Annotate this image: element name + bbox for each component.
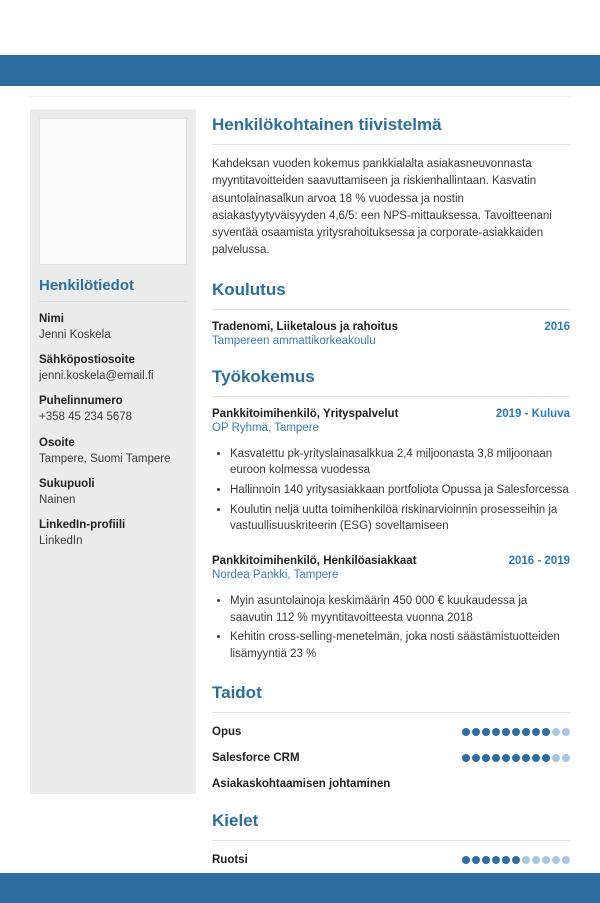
section-skills [212,683,570,791]
sidebar [30,109,196,794]
rating-dot-filled [472,728,480,736]
field-label: Nimi [39,313,64,325]
field-value: Jenni Koskela [39,329,111,342]
sidebar-divider [39,301,187,302]
section-divider [212,396,570,397]
field-value: jenni.koskela@email.fi [39,370,154,383]
rating-dot-filled [502,856,510,864]
bullet-item: • Myin asuntolainoja keskimäärin 450 000 € kuukaudessa ja saavutin 112 % myyntitavoitteesta vuonna 2018 [230,593,570,626]
rating-dot-filled [542,754,550,762]
section-languages [212,811,570,867]
rating-dot-filled [482,754,490,762]
rating-dot-filled [482,728,490,736]
main-column [196,109,570,867]
job-bullets [230,446,570,535]
sidebar-heading: Henkilötiedot [39,277,135,294]
field-value: LinkedIn [39,535,83,548]
section-experience [212,367,570,663]
rating-dot-empty [562,754,570,762]
rating-dot-filled [502,728,510,736]
job-period: 2019 - Kuluva [495,407,570,420]
rating-dot-empty [562,728,570,736]
section-divider [212,840,570,841]
rating-dot-filled [462,728,470,736]
education-entry [212,321,570,347]
skill-row [212,777,570,791]
rating-dot-filled [472,856,480,864]
company-name: OP Ryhmä, Tampere [212,421,319,434]
field-name [39,311,187,343]
profile-photo-placeholder [39,118,187,265]
field-label: Sähköpostiosoite [39,354,135,367]
field-value: Nainen [39,493,76,506]
bullet-item: • Kasvatettu pk-yrityslainasalkkua 2,4 miljoonasta 3,8 miljoonaan euroon kolmessa vuodessa [230,446,570,479]
field-label: Sukupuoli [39,477,95,490]
section-summary [212,115,570,260]
skill-row [212,751,570,765]
field-address [39,435,187,467]
skill-name: Asiakaskohtaamisen johtaminen [212,777,391,790]
field-phone [39,393,187,425]
rating-dot-empty [542,856,550,864]
job-title: Pankkitoimihenkilö, Yrityspalvelut [212,407,399,420]
skill-row [212,725,570,739]
job-bullets [230,593,570,663]
rating-dot-filled [532,754,540,762]
language-name: Ruotsi [212,853,248,866]
section-divider [212,309,570,310]
top-accent-bar [0,55,600,86]
header-divider [30,96,570,97]
rating-dot-filled [492,728,500,736]
rating-dot-empty [522,856,530,864]
job-period: 2016 - 2019 [508,554,570,567]
rating-dot-filled [472,754,480,762]
job-title: Pankkitoimihenkilö, Henkilöasiakkaat [212,554,417,567]
rating-dot-filled [512,754,520,762]
rating-dot-filled [492,754,500,762]
section-heading: Koulutus [212,279,286,299]
rating-dot-filled [462,754,470,762]
rating-dot-empty [532,856,540,864]
rating-dot-filled [522,728,530,736]
field-email [39,352,187,384]
section-divider [212,712,570,713]
skill-name: Salesforce CRM [212,751,300,764]
institution-name: Tampereen ammattikorkeakoulu [212,334,376,347]
field-label: Osoite [39,436,75,449]
rating-dot-filled [512,856,520,864]
rating-dot-filled [492,856,500,864]
section-heading: Taidot [212,682,262,702]
rating-dot-filled [512,728,520,736]
bullet-item: • Hallinnoin 140 yritysasiakkaan portfoliota Opussa ja Salesforcessa [230,482,570,499]
field-label: Puhelinnumero [39,395,123,408]
rating-dot-filled [502,754,510,762]
field-value: Tampere, Suomi Tampere [39,452,171,465]
section-heading: Kielet [212,810,259,830]
section-divider [212,144,570,145]
bullet-item: • Kehitin cross-selling-menetelmän, joka nosti säästämistuotteiden lisämyyntiä 23 % [230,629,570,662]
rating-dot-filled [532,728,540,736]
field-value: +358 45 234 5678 [39,411,133,424]
company-name: Nordea Pankki, Tampere [212,568,339,581]
bullet-item: • Koulutin neljä uutta toimihenkilöä riskinarvioinnin prosesseihin ja vastuullisuuskriteerin (ESG) soveltamiseen [230,502,570,535]
rating-dot-empty [552,728,560,736]
rating-dot-filled [482,856,490,864]
rating-dot-empty [562,856,570,864]
summary-text: Kahdeksan vuoden kokemus pankkialalta asiakasneuvonnasta myyntitavoitteiden saavuttamiseen ja riskienhallintaan. Kasvatin asuntolainasalkun arvoa 18 % vuodessa ja nostin asiakastyytyväisyyden 4,6/5: een NPS-mittauksessa. Tavoitteenani syventää osaamista yritysrahoituksessa ja corporate-asiakkaiden palvelussa. [212,158,552,257]
field-label: LinkedIn-profiili [39,518,126,531]
field-linkedin [39,517,187,549]
language-row [212,853,570,867]
rating-dot-filled [462,856,470,864]
skill-name: Opus [212,725,242,738]
bottom-accent-bar [0,873,600,903]
rating-dot-empty [552,754,560,762]
section-heading: Työkokemus [212,366,315,386]
experience-entry [212,408,570,535]
field-gender [39,476,187,508]
education-period: 2016 [544,320,570,333]
section-heading: Henkilökohtainen tiivistelmä [212,115,442,134]
degree-title: Tradenomi, Liiketalous ja rahoitus [212,320,398,333]
experience-entry [212,555,570,663]
language-level-dots [462,856,570,864]
section-education [212,280,570,347]
rating-dot-empty [552,856,560,864]
rating-dot-filled [542,728,550,736]
rating-dot-filled [522,754,530,762]
skill-level-dots [462,754,570,762]
skill-level-dots [462,728,570,736]
